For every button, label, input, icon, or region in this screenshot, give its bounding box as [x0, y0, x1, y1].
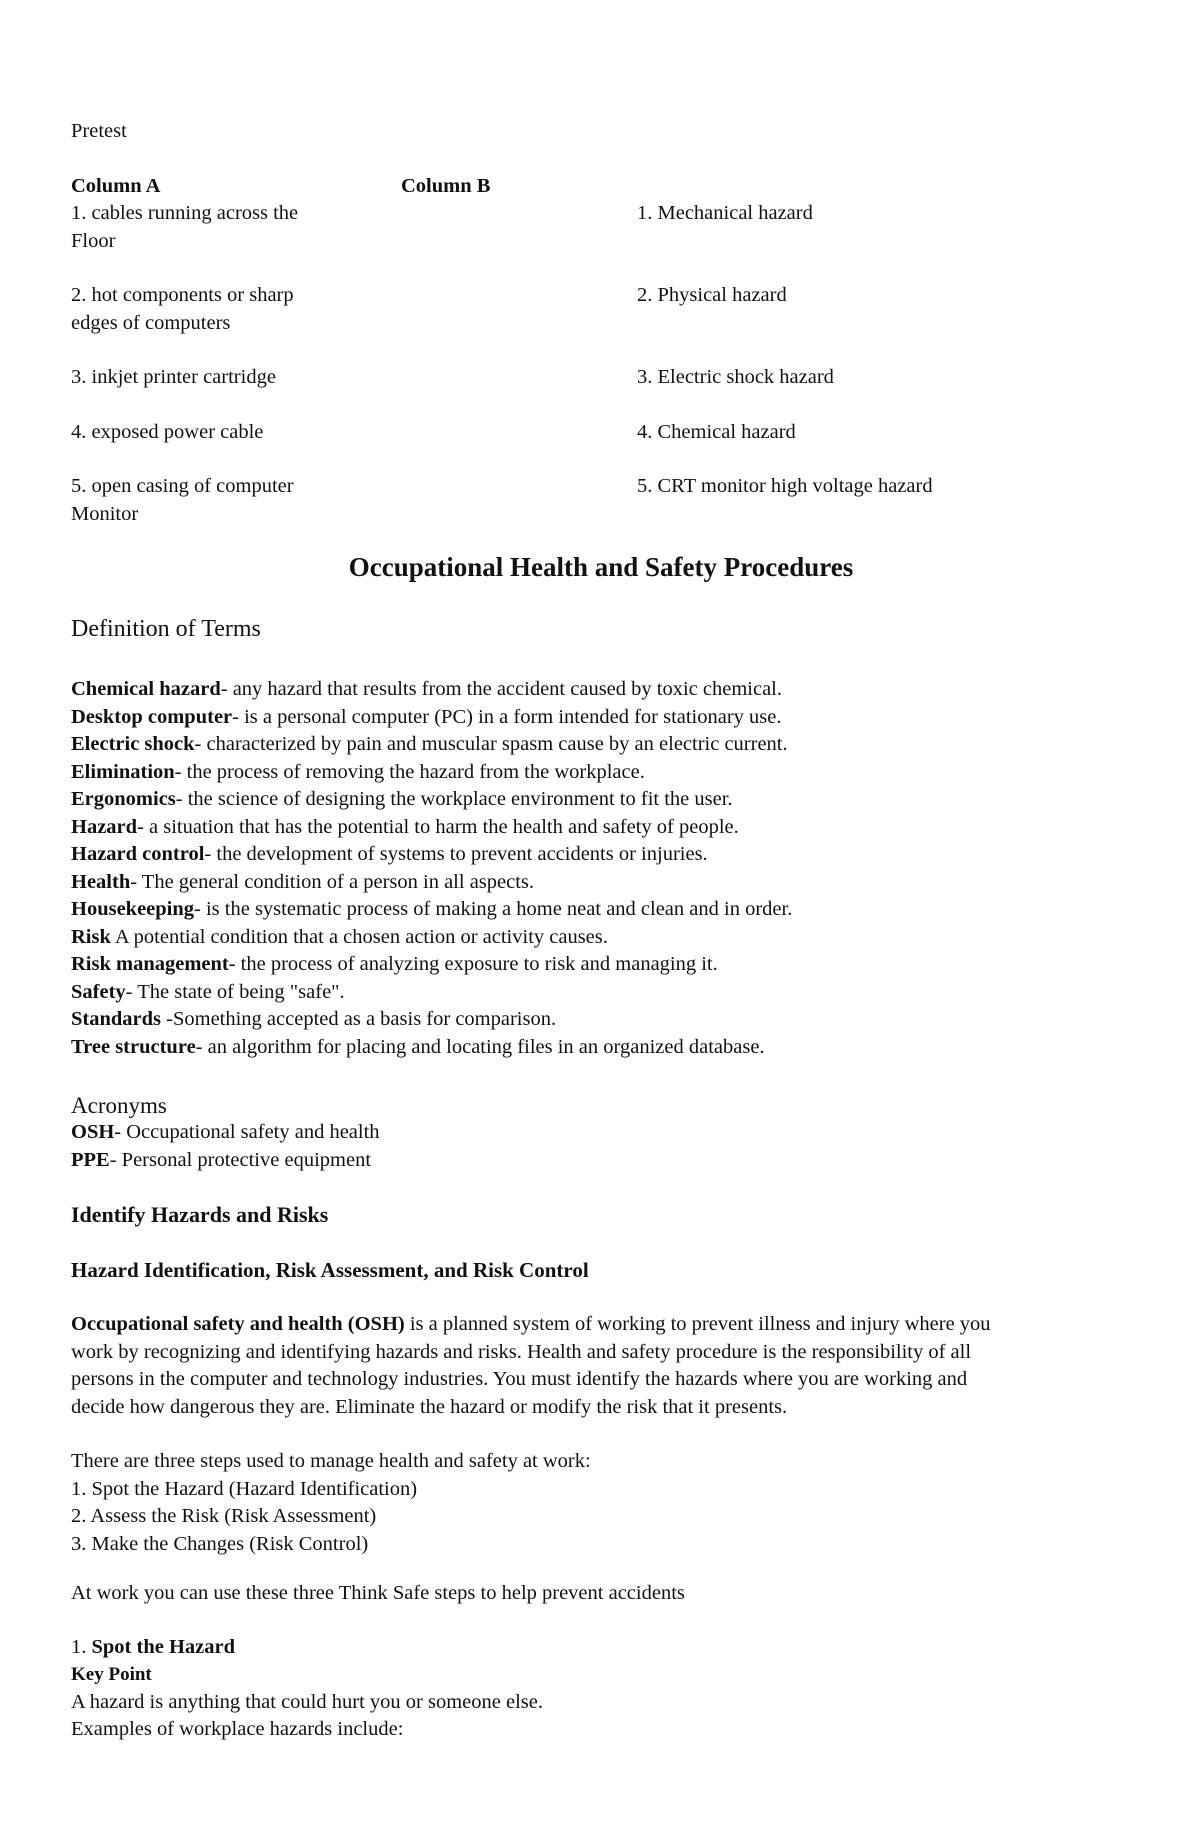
column-a-header: Column A — [71, 174, 161, 197]
definition-item — [71, 1006, 1131, 1034]
definitions-heading: Definition of Terms — [71, 616, 261, 642]
spot-heading — [71, 1634, 1131, 1662]
term-definition: - a situation that has the potential to harm the health and safety of people. — [137, 815, 739, 838]
term-definition: - any hazard that results from the accident caused by toxic chemical. — [220, 678, 782, 700]
paragraph-line: work by recognizing and identifying hazards and risks. Health and safety procedure is the responsibility of all — [71, 1340, 972, 1363]
term-definition: - characterized by pain and muscular spasm cause by an electric current. — [194, 733, 788, 755]
term-name: Tree structure — [71, 1035, 196, 1058]
definition-item — [71, 759, 1131, 787]
step-item: 3. Make the Changes (Risk Control) — [71, 1532, 369, 1555]
match-pair-2 — [71, 282, 1131, 337]
term-definition: A potential condition that a chosen action or activity causes. — [110, 925, 608, 948]
column-b-item: 2. Physical hazard — [637, 284, 787, 306]
spot-line: Examples of workplace hazards include: — [71, 1718, 404, 1740]
term-name: Hazard — [71, 815, 138, 838]
definition-item — [71, 979, 1131, 1007]
acronym-item — [71, 1119, 1131, 1147]
match-pair-4 — [71, 419, 1131, 447]
term-name: Standards — [71, 1008, 162, 1030]
column-a-item-cont: Floor — [71, 229, 116, 252]
term-name: Chemical hazard — [71, 678, 221, 700]
term-definition: - an algorithm for placing and locating files in an organized database. — [195, 1035, 765, 1058]
term-name: Risk management — [71, 953, 229, 975]
think-safe-text: At work you can use these three Think Safe steps to help prevent accidents — [71, 1582, 685, 1604]
osh-paragraph — [71, 1311, 1131, 1421]
definition-item — [71, 704, 1131, 732]
column-b-item: 4. Chemical hazard — [637, 420, 796, 443]
definition-item — [71, 1034, 1131, 1062]
match-pair-1 — [71, 200, 1131, 255]
term-name: Safety — [71, 980, 126, 1003]
acronym-name: PPE — [71, 1148, 110, 1171]
paragraph-line: persons in the computer and technology industries. You must identify the hazards where you are working and — [71, 1368, 968, 1390]
acronym-definition: - Personal protective equipment — [109, 1148, 372, 1171]
column-a-item-cont: edges of computers — [71, 311, 231, 334]
definition-item — [71, 731, 1131, 759]
definition-item — [71, 869, 1131, 897]
term-name: Health — [71, 870, 131, 893]
term-definition: - The general condition of a person in all aspects. — [130, 870, 535, 893]
acronyms-heading: Acronyms — [71, 1093, 167, 1118]
term-definition: - the science of designing the workplace environment to fit the user. — [175, 788, 733, 810]
term-definition: - the development of systems to prevent accidents or injuries. — [204, 843, 708, 865]
definition-item — [71, 841, 1131, 869]
hirac-heading: Hazard Identification, Risk Assessment, and Risk Control — [71, 1258, 589, 1282]
term-definition: -Something accepted as a basis for comparison. — [161, 1008, 557, 1030]
term-name: Elimination — [71, 760, 175, 783]
definition-item — [71, 924, 1131, 952]
term-name: Ergonomics — [71, 788, 176, 810]
term-name: Desktop computer — [71, 705, 233, 728]
definition-item — [71, 676, 1131, 704]
match-pair-5 — [71, 473, 1131, 528]
column-headers — [71, 173, 1131, 201]
page-title: Occupational Health and Safety Procedures — [348, 552, 854, 582]
step-item: 2. Assess the Risk (Risk Assessment) — [71, 1505, 377, 1527]
key-point-label: Key Point — [71, 1664, 152, 1685]
column-b-item: 5. CRT monitor high voltage hazard — [637, 475, 933, 497]
identify-heading: Identify Hazards and Risks — [71, 1202, 329, 1227]
column-b-item: 3. Electric shock hazard — [637, 366, 834, 388]
column-a-item: 2. hot components or sharp — [71, 284, 294, 306]
column-a-item: 1. cables running across the — [71, 202, 299, 224]
definition-item — [71, 896, 1131, 924]
acronyms-list — [71, 1119, 1131, 1174]
term-name: Housekeeping — [71, 898, 195, 920]
spot-number: 1. — [71, 1635, 92, 1658]
term-definition: - the process of analyzing exposure to risk and managing it. — [228, 953, 718, 975]
spot-line: A hazard is anything that could hurt you or someone else. — [71, 1690, 543, 1713]
term-definition: - The state of being "safe". — [125, 980, 345, 1003]
column-b-header: Column B — [401, 174, 491, 197]
term-definition: - the process of removing the hazard from the workplace. — [174, 760, 645, 783]
definitions-list — [71, 676, 1131, 1061]
term-name: Electric shock — [71, 733, 195, 755]
paragraph-line: is a planned system of working to prevent illness and injury where you — [404, 1313, 991, 1335]
column-a-item: 5. open casing of computer — [71, 475, 294, 497]
term-definition: - is a personal computer (PC) in a form intended for stationary use. — [232, 705, 782, 728]
step-item: 1. Spot the Hazard (Hazard Identification) — [71, 1477, 418, 1500]
column-a-item: 3. inkjet printer cartridge — [71, 366, 276, 388]
column-a-item-cont: Monitor — [71, 502, 139, 525]
osh-term: Occupational safety and health (OSH) — [71, 1313, 405, 1335]
definition-item — [71, 951, 1131, 979]
term-definition: - is the systematic process of making a home neat and clean and in order. — [194, 898, 793, 920]
column-b-item: 1. Mechanical hazard — [637, 202, 813, 224]
acronym-name: OSH — [71, 1121, 115, 1143]
term-name: Hazard control — [71, 843, 205, 865]
document-page — [71, 118, 1131, 1744]
definition-item — [71, 786, 1131, 814]
paragraph-line: decide how dangerous they are. Eliminate the hazard or modify the risk that it presents. — [71, 1395, 788, 1418]
pretest-label: Pretest — [71, 120, 127, 142]
term-name: Risk — [71, 925, 111, 948]
match-pair-3 — [71, 364, 1131, 392]
steps-intro: There are three steps used to manage health and safety at work: — [71, 1450, 591, 1472]
acronym-definition: - Occupational safety and health — [114, 1121, 380, 1143]
definition-item — [71, 814, 1131, 842]
spot-title: Spot the Hazard — [91, 1635, 235, 1658]
acronym-item — [71, 1147, 1131, 1175]
column-a-item: 4. exposed power cable — [71, 420, 264, 443]
